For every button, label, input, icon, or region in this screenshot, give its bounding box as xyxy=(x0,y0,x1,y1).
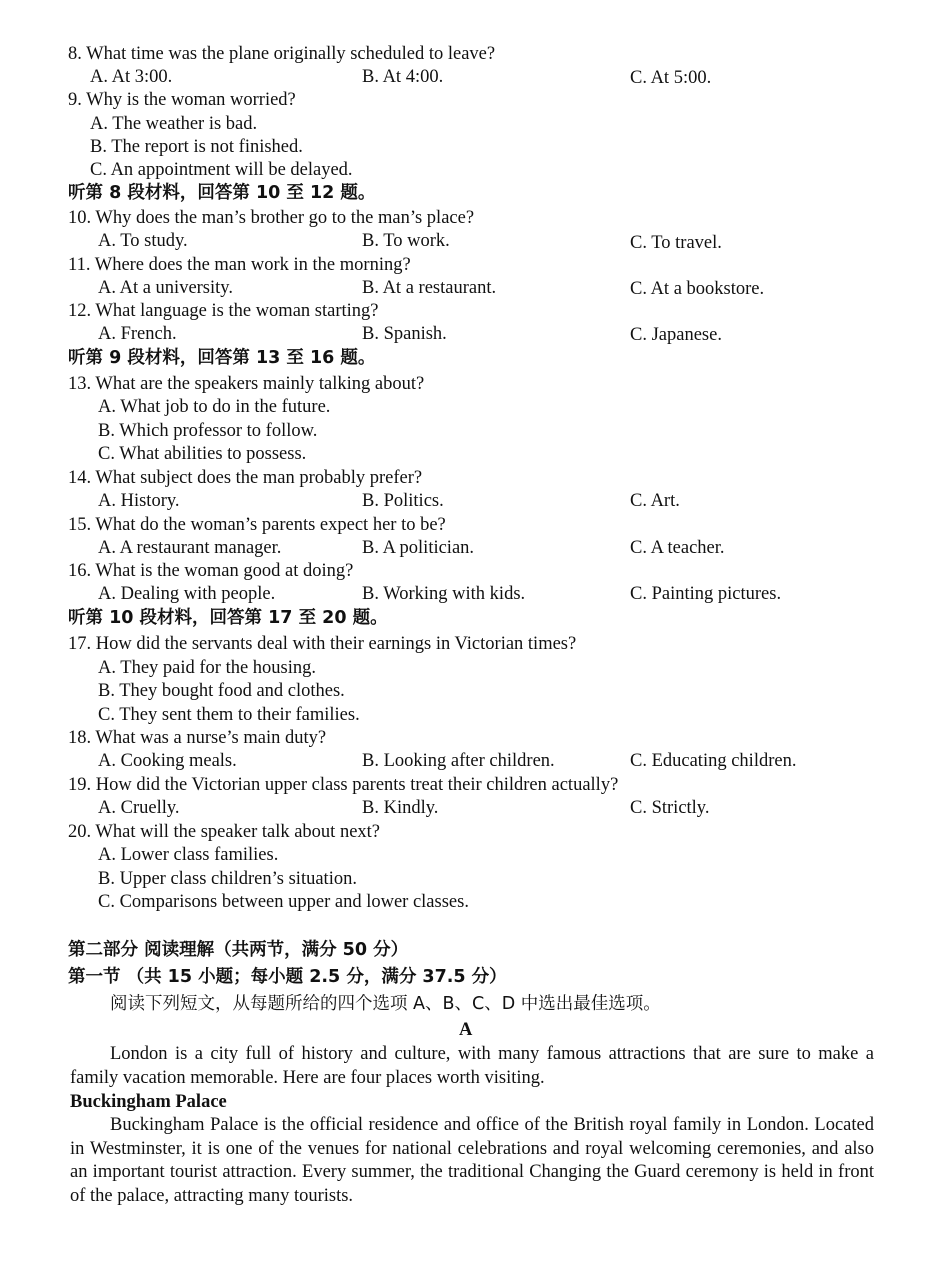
option-a: A. To study. xyxy=(98,231,188,251)
option-c: C. Comparisons between upper and lower classes. xyxy=(98,892,469,912)
option-c: C. To travel. xyxy=(630,233,722,253)
option-c: C. Educating children. xyxy=(630,751,797,771)
section-title: 第一节 （共 15 小题；每小题 2.5 分，满分 37.5 分） xyxy=(68,967,507,987)
question-12: 12. What language is the woman starting? xyxy=(68,301,379,321)
question-20: 20. What will the speaker talk about next? xyxy=(68,822,381,842)
option-c: C. Japanese. xyxy=(630,325,722,345)
instruction: 阅读下列短文，从每题所给的四个选项 A、B、C、D 中选出最佳选项。 xyxy=(110,994,661,1014)
question-17: 17. How did the servants deal with their earnings in Victorian times? xyxy=(68,634,577,654)
body-paragraph: Buckingham Palace is the official residence and office of the British royal family in London. Located in Westminster, it is one of the venues for national celebrations and royal welcoming ceremonies, and also an important tourist attraction. Every summer, the traditional Changing the Guard ceremony is held in front of the palace, attracting many tourists. xyxy=(70,1115,874,1206)
option-a: A. French. xyxy=(98,324,177,344)
option-a: A. A restaurant manager. xyxy=(98,538,282,558)
option-c: C. At 5:00. xyxy=(630,68,712,88)
option-a: A. What job to do in the future. xyxy=(98,397,331,417)
option-a: A. The weather is bad. xyxy=(90,114,258,134)
option-b: B. A politician. xyxy=(362,538,475,558)
intro-paragraph: London is a city full of history and culture, with many famous attractions that are sure to make a family vacation memorable. Here are four places worth visiting. xyxy=(70,1044,874,1088)
option-c: C. At a bookstore. xyxy=(630,279,765,299)
option-b: B. Upper class children’s situation. xyxy=(98,869,357,889)
question-13: 13. What are the speakers mainly talking about? xyxy=(68,374,425,394)
question-9: 9. Why is the woman worried? xyxy=(68,90,296,110)
section-header: 听第 8 段材料，回答第 10 至 12 题。 xyxy=(68,183,376,203)
question-19: 19. How did the Victorian upper class parents treat their children actually? xyxy=(68,775,619,795)
option-c: C. Art. xyxy=(630,491,680,511)
question-15: 15. What do the woman’s parents expect her to be? xyxy=(68,515,446,535)
question-10: 10. Why does the man’s brother go to the man’s place? xyxy=(68,208,475,228)
question-14: 14. What subject does the man probably prefer? xyxy=(68,468,423,488)
option-b: B. At a restaurant. xyxy=(362,278,497,298)
question-16: 16. What is the woman good at doing? xyxy=(68,561,354,581)
option-c: C. Strictly. xyxy=(630,798,710,818)
option-b: B. Kindly. xyxy=(362,798,439,818)
option-a: A. At 3:00. xyxy=(90,67,173,87)
option-c: C. An appointment will be delayed. xyxy=(90,160,353,180)
option-a: A. Lower class families. xyxy=(98,845,279,865)
option-a: A. Cooking meals. xyxy=(98,751,237,771)
question-8: 8. What time was the plane originally scheduled to leave? xyxy=(68,44,496,64)
passage-label: A xyxy=(459,1020,473,1040)
option-a: A. Dealing with people. xyxy=(98,584,276,604)
option-c: C. Painting pictures. xyxy=(630,584,782,604)
option-c: C. A teacher. xyxy=(630,538,725,558)
option-b: B. Politics. xyxy=(362,491,444,511)
section-header: 听第 10 段材料，回答第 17 至 20 题。 xyxy=(68,608,388,628)
option-a: A. History. xyxy=(98,491,180,511)
option-a: A. At a university. xyxy=(98,278,233,298)
section-heading: Buckingham Palace xyxy=(70,1092,227,1112)
option-b: B. Spanish. xyxy=(362,324,447,344)
option-b: B. At 4:00. xyxy=(362,67,444,87)
option-a: A. They paid for the housing. xyxy=(98,658,317,678)
option-b: B. Which professor to follow. xyxy=(98,421,318,441)
part-title: 第二部分 阅读理解（共两节，满分 50 分） xyxy=(68,940,409,960)
option-b: B. To work. xyxy=(362,231,450,251)
option-b: B. The report is not finished. xyxy=(90,137,303,157)
question-18: 18. What was a nurse’s main duty? xyxy=(68,728,327,748)
question-11: 11. Where does the man work in the morning? xyxy=(68,255,411,275)
option-b: B. They bought food and clothes. xyxy=(98,681,345,701)
option-c: C. What abilities to possess. xyxy=(98,444,307,464)
option-c: C. They sent them to their families. xyxy=(98,705,360,725)
option-a: A. Cruelly. xyxy=(98,798,180,818)
option-b: B. Looking after children. xyxy=(362,751,555,771)
section-header: 听第 9 段材料，回答第 13 至 16 题。 xyxy=(68,348,376,368)
option-b: B. Working with kids. xyxy=(362,584,526,604)
